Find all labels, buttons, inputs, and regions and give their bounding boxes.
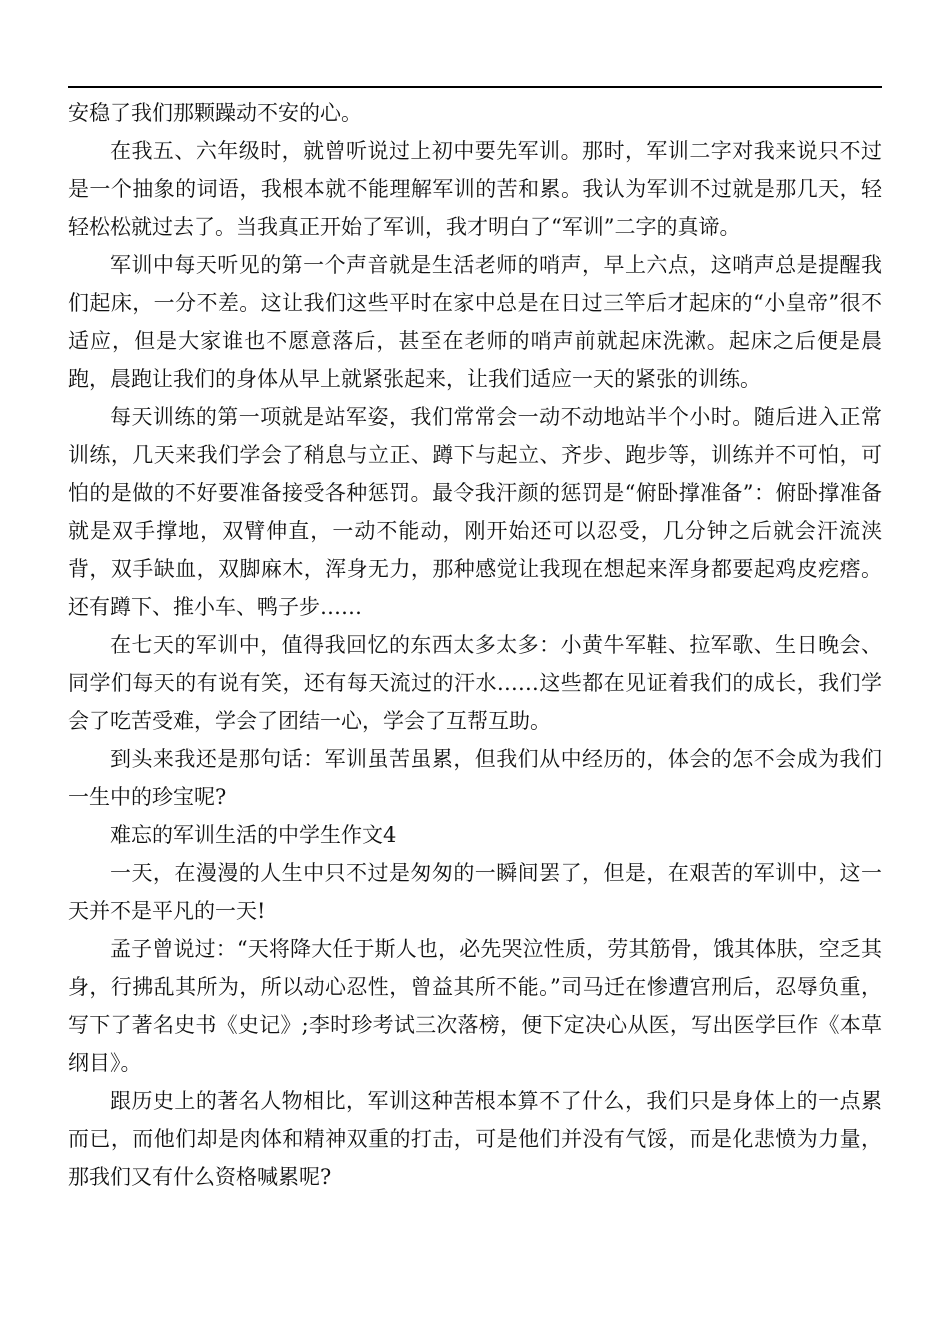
paragraph-8: 孟子曾说过：“天将降大任于斯人也，必先哭泣性质，劳其筋骨，饿其体肤，空乏其身，行拂乱其所为，所以动心忍性，曾益其所不能。”司马迁在惨遭宫刑后，忍辱负重，写下了著名史书《史记》;李时珍考试三次落榜，便下定决心从医，写出医学巨作《本草纲目》。 <box>68 937 882 1075</box>
paragraph-4: 每天训练的第一项就是站军姿，我们常常会一动不动地站半个小时。随后进入正常训练，几天来我们学会了稍息与立正、蹲下与起立、齐步、跑步等，训练并不可怕，可怕的是做的不好要准备接受各种惩罚。最令我汗颜的惩罚是“俯卧撑准备”：俯卧撑准备就是双手撑地，双臂伸直，一动不能动，刚开始还可以忍受，几分钟之后就会汗流浃背，双手缺血，双脚麻木，浑身无力，那种感觉让我现在想起来浑身都要起鸡皮疙瘩。还有蹲下、推小车、鸭子步…… <box>68 405 882 619</box>
paragraph-1: 安稳了我们那颗躁动不安的心。 <box>68 101 362 125</box>
header-rule <box>68 86 882 88</box>
paragraph-3: 军训中每天听见的第一个声音就是生活老师的哨声，早上六点，这哨声总是提醒我们起床，一分不差。这让我们这些平时在家中总是在日过三竿后才起床的“小皇帝”很不适应，但是大家谁也不愿意落后，甚至在老师的哨声前就起床洗漱。起床之后便是晨跑，晨跑让我们的身体从早上就紧张起来，让我们适应一天的紧张的训练。 <box>68 253 882 391</box>
section-heading: 难忘的军训生活的中学生作文4 <box>110 823 397 847</box>
paragraph-7: 一天，在漫漫的人生中只不过是匆匆的一瞬间罢了，但是，在艰苦的军训中，这一天并不是平凡的一天! <box>68 861 882 923</box>
paragraph-6: 到头来我还是那句话：军训虽苦虽累，但我们从中经历的，体会的怎不会成为我们一生中的珍宝呢? <box>68 747 882 809</box>
paragraph-5: 在七天的军训中，值得我回忆的东西太多太多：小黄牛军鞋、拉军歌、生日晚会、同学们每天的有说有笑，还有每天流过的汗水……这些都在见证着我们的成长，我们学会了吃苦受难，学会了团结一心，学会了互帮互助。 <box>68 633 882 733</box>
paragraph-2: 在我五、六年级时，就曾听说过上初中要先军训。那时，军训二字对我来说只不过是一个抽象的词语，我根本就不能理解军训的苦和累。我认为军训不过就是那几天，轻轻松松就过去了。当我真正开始了军训，我才明白了“军训”二字的真谛。 <box>68 139 882 239</box>
paragraph-9: 跟历史上的著名人物相比，军训这种苦根本算不了什么，我们只是身体上的一点累而已，而他们却是肉体和精神双重的打击，可是他们并没有气馁，而是化悲愤为力量，那我们又有什么资格喊累呢? <box>68 1089 882 1189</box>
document-body <box>68 94 882 1196</box>
